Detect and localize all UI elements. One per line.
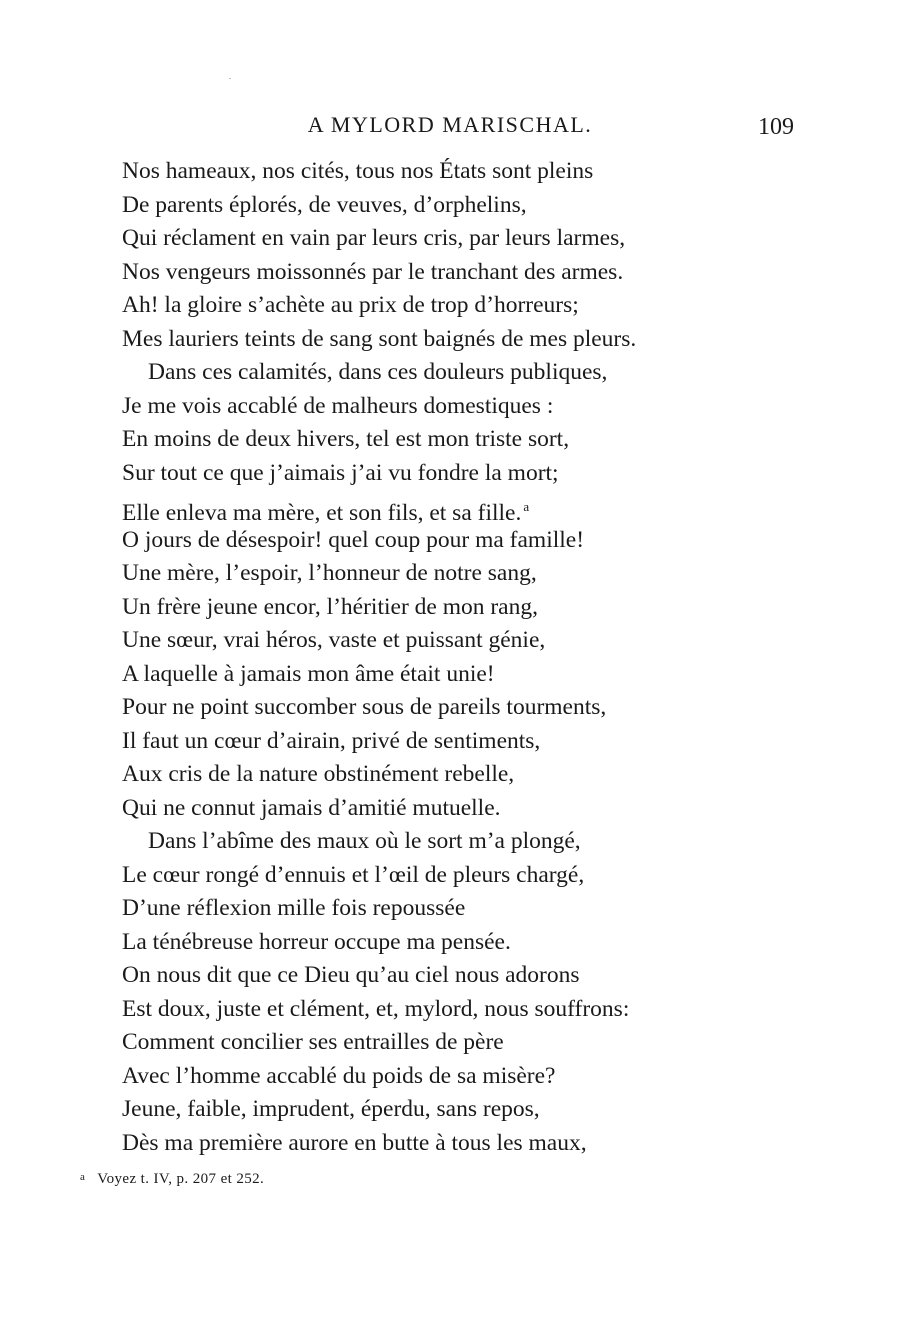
verse-line [122,926,762,960]
verse-line [122,423,762,457]
verse-line-text: Il faut un cœur d’airain, privé de sentiments, [122,727,541,754]
verse-line-text: Mes lauriers teints de sang sont baignés de mes pleurs. [122,325,637,352]
verse-line-text: D’une réflexion mille fois repoussée [122,895,466,921]
verse-line-text: Qui ne connut jamais d’amitié mutuelle. [122,794,501,821]
verse-line [122,1127,762,1161]
verse-line-text: Un frère jeune encor, l’héritier de mon rang, [122,593,538,620]
verse-line-text: Avec l’homme accablé du poids de sa misère? [122,1062,556,1089]
verse-line-text: Pour ne point succomber sous de pareils tourments, [122,694,607,720]
footnote-text: Voyez t. IV, p. 207 et 252. [97,1171,265,1187]
verse-line [122,289,762,323]
verse-line-text: A laquelle à jamais mon âme était unie! [122,660,495,687]
verse-line [122,524,762,558]
verse-line-text: Est doux, juste et clément, et, mylord, nous souffrons: [122,995,630,1022]
verse-line-text: Nos hameaux, nos cités, tous nos États sont pleins [122,158,594,184]
verse-line [122,892,762,926]
verse-line [122,993,762,1027]
verse-line [122,323,762,357]
verse-line [122,624,762,658]
verse-line-text: O jours de désespoir! quel coup pour ma famille! [122,526,585,553]
verse-line-text: Aux cris de la nature obstinément rebelle, [122,761,515,787]
verse-line-text: Sur tout ce que j’aimais j’ai vu fondre la mort; [122,459,559,486]
verse-line [122,189,762,223]
verse-line [122,1093,762,1127]
verse-line [122,758,762,792]
verse-line-text: Qui réclament en vain par leurs cris, par leurs larmes, [122,225,626,251]
verse-line [122,356,762,390]
running-title: A MYLORD MARISCHAL. [307,112,593,137]
verse-line [122,256,762,290]
verse-line [122,390,762,424]
verse-line [122,490,762,524]
verse-line [122,859,762,893]
verse-line [122,222,762,256]
verse-line-text: Le cœur rongé d’ennuis et l’œil de pleurs chargé, [122,861,585,888]
verse-line-text: Elle enleva ma mère, et son fils, et sa fille. [122,500,522,526]
verse-line [122,1060,762,1094]
verse-line [122,691,762,725]
verse-line-text: Je me vois accablé de malheurs domestiques : [122,392,554,419]
verse-line-text: Dès ma première aurore en butte à tous les maux, [122,1129,587,1156]
page-number: 109 [758,114,794,140]
verse-line-text: En moins de deux hivers, tel est mon triste sort, [122,426,570,452]
verse-line [122,557,762,591]
verse-line [122,155,762,189]
verse-line-text: De parents éplorés, de veuves, d’orphelins, [122,191,527,218]
poem-text [122,155,762,1160]
verse-line-text: Nos vengeurs moissonnés par le tranchant des armes. [122,258,624,285]
verse-line [122,457,762,491]
verse-line-text: Comment concilier ses entrailles de père [122,1029,504,1055]
verse-line [122,959,762,993]
footnote-reference: a [523,499,530,514]
verse-line-text: Dans ces calamités, dans ces douleurs publiques, [148,359,608,385]
verse-line [122,725,762,759]
footnote-mark: a [80,1171,86,1183]
verse-line-text: On nous dit que ce Dieu qu’au ciel nous adorons [122,962,580,988]
verse-line [122,591,762,625]
verse-line [122,825,762,859]
verse-line [122,792,762,826]
verse-line-text: Ah! la gloire s’achète au prix de trop d’horreurs; [122,292,579,318]
paper-speck [229,78,231,79]
verse-line-text: La ténébreuse horreur occupe ma pensée. [122,928,511,955]
verse-line-text: Une mère, l’espoir, l’honneur de notre sang, [122,560,537,586]
verse-line [122,658,762,692]
verse-line-text: Une sœur, vrai héros, vaste et puissant génie, [122,627,546,653]
verse-line [122,1026,762,1060]
verse-line-text: Dans l’abîme des maux où le sort m’a plongé, [148,828,581,854]
verse-line-text: Jeune, faible, imprudent, éperdu, sans repos, [122,1096,540,1122]
footnote [80,1171,264,1188]
